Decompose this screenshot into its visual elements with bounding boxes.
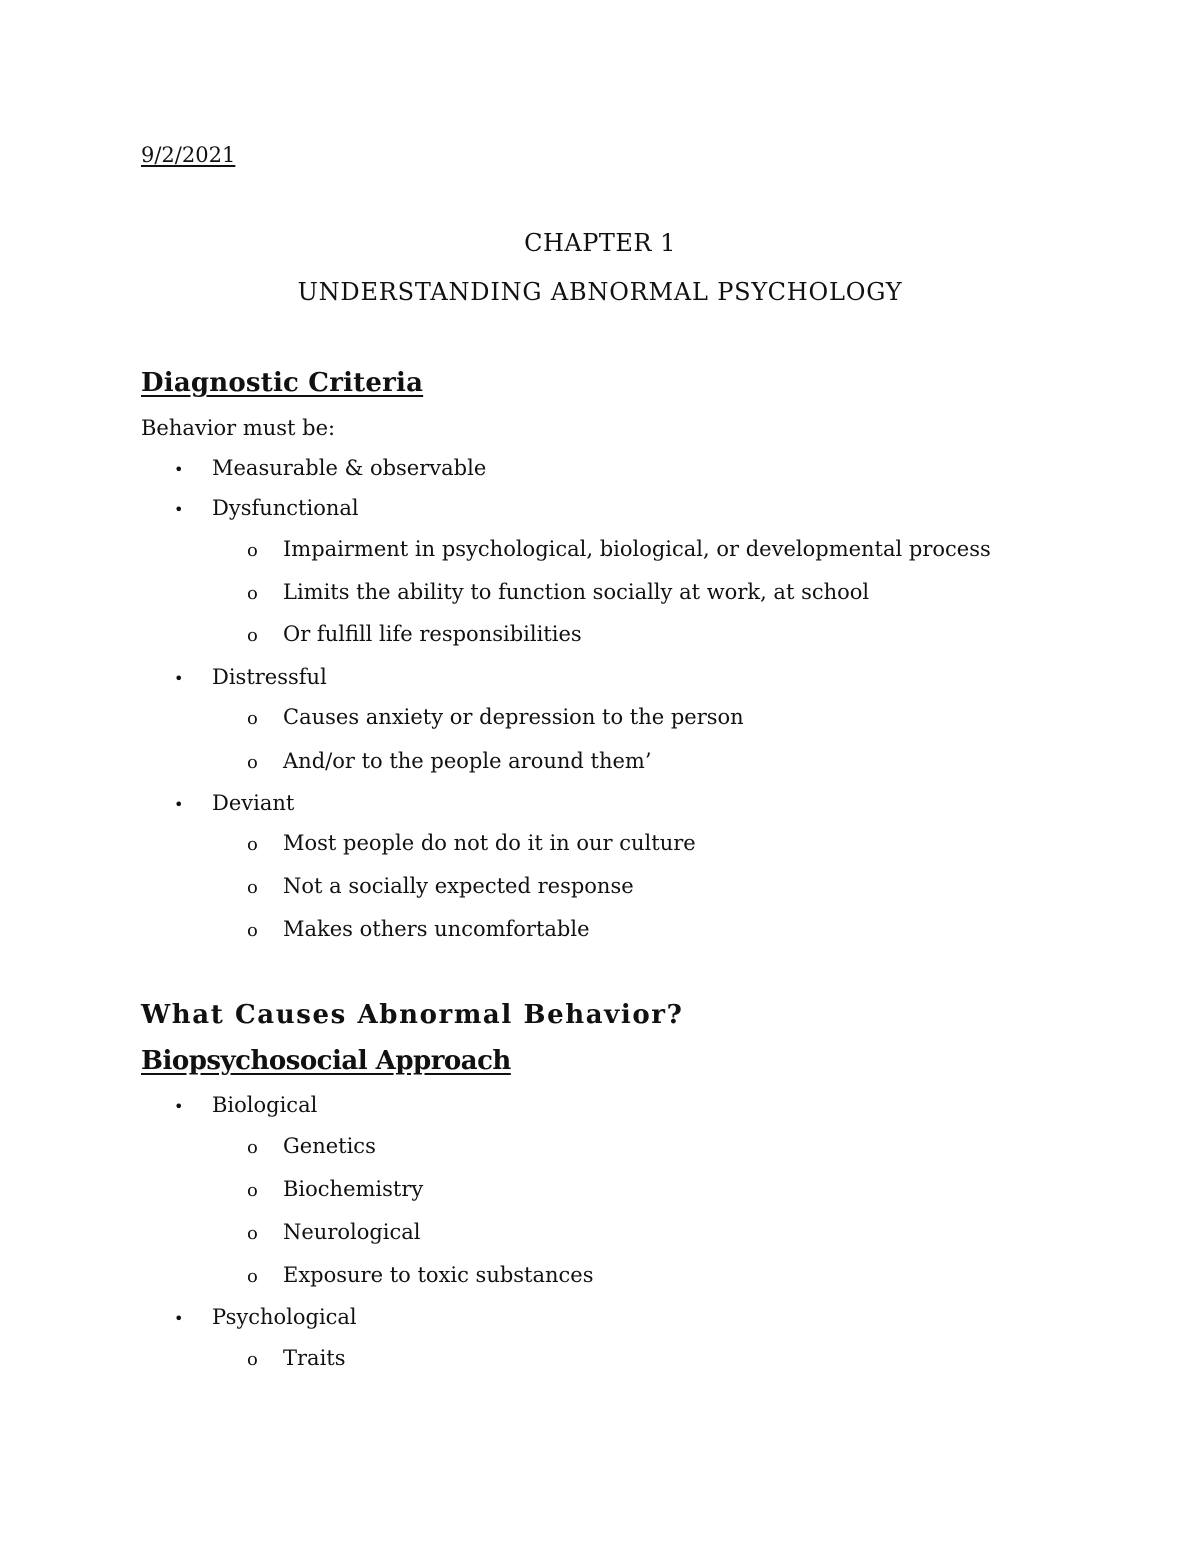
list-item-psychological: Psychological	[212, 1305, 357, 1329]
section-heading-what-causes: What Causes Abnormal Behavior?	[141, 1000, 684, 1030]
sub-list-item: And/or to the people around them’	[283, 749, 652, 773]
sub-bullet-icon: o	[247, 583, 258, 604]
section-heading-diagnostic-criteria: Diagnostic Criteria	[141, 368, 424, 398]
section-heading-biopsychosocial: Biopsychosocial Approach	[141, 1046, 511, 1076]
sub-bullet-icon: o	[247, 920, 258, 941]
bullet-icon: •	[174, 1097, 184, 1116]
sub-bullet-icon: o	[247, 1137, 258, 1158]
sub-list-item: Or fulfill life responsibilities	[283, 622, 582, 646]
chapter-subtitle: UNDERSTANDING ABNORMAL PSYCHOLOGY	[297, 278, 903, 306]
bullet-icon: •	[174, 669, 184, 688]
sub-bullet-icon: o	[247, 1180, 258, 1201]
bullet-icon: •	[174, 460, 184, 479]
sub-bullet-icon: o	[247, 1223, 258, 1244]
sub-list-item: Biochemistry	[283, 1177, 424, 1201]
bullet-icon: •	[174, 795, 184, 814]
sub-list-item: Impairment in psychological, biological, or developmental process	[283, 537, 991, 561]
list-item-dysfunctional: Dysfunctional	[212, 496, 359, 520]
bullet-icon: •	[174, 1309, 184, 1328]
sub-list-item: Not a socially expected response	[283, 874, 634, 898]
sub-bullet-icon: o	[247, 877, 258, 898]
sub-bullet-icon: o	[247, 708, 258, 729]
sub-bullet-icon: o	[247, 540, 258, 561]
sub-list-item: Most people do not do it in our culture	[283, 831, 696, 855]
sub-bullet-icon: o	[247, 625, 258, 646]
sub-list-item: Genetics	[283, 1134, 376, 1158]
sub-list-item: Exposure to toxic substances	[283, 1263, 594, 1287]
list-item-measurable: Measurable & observable	[212, 456, 487, 480]
list-item-deviant: Deviant	[212, 791, 295, 815]
sub-list-item: Causes anxiety or depression to the person	[283, 705, 744, 729]
chapter-title: CHAPTER 1	[524, 229, 676, 257]
list-item-distressful: Distressful	[212, 665, 327, 689]
sub-list-item: Makes others uncomfortable	[283, 917, 590, 941]
document-date: 9/2/2021	[141, 143, 236, 167]
sub-list-item: Traits	[283, 1346, 346, 1370]
sub-list-item: Neurological	[283, 1220, 421, 1244]
bullet-icon: •	[174, 500, 184, 519]
sub-list-item: Limits the ability to function socially at work, at school	[283, 580, 870, 604]
sub-bullet-icon: o	[247, 752, 258, 773]
sub-bullet-icon: o	[247, 1266, 258, 1287]
sub-bullet-icon: o	[247, 1349, 258, 1370]
list-item-biological: Biological	[212, 1093, 318, 1117]
diagnostic-intro: Behavior must be:	[141, 416, 336, 440]
sub-bullet-icon: o	[247, 834, 258, 855]
